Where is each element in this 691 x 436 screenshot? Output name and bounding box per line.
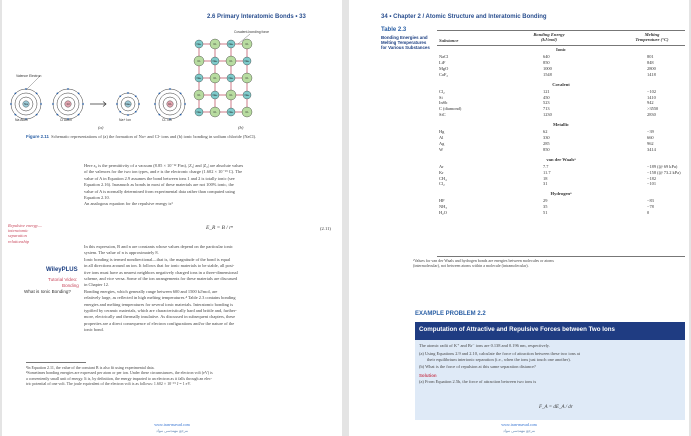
- left-footer-sub: مرجع مهندسی مواد: [155, 428, 189, 433]
- svg-text:Na+: Na+: [244, 60, 250, 63]
- cell-melting: 848: [647, 59, 654, 65]
- cl-ion-lattice: [210, 107, 220, 117]
- col-bonding-energy: Bonding Energy (kJ/mol): [533, 32, 565, 43]
- paragraph-ionic-bonding: In this expression, B and n are constants whose values depend on the particular ionic system. The value of n is approximately 8. Ionic bonding is termed nondirectional—that is, the magnitude of the bond is equal in all directions around an ion. It follows that for ionic materials to be stable, all posi- tive ions must have as nearest neighbors negatively charged ions in a three-dimensional scheme, and vice versa. Some of the ion arrangements for these materials are discussed in Chapter 12. Bonding energies, which generally range between 600 and 1500 kJ/mol, are relatively large, as reflected in high melting temperatures.⁴ Table 2.3 contains bonding energies and melting temperatures for several ionic materials. Interatomic bonding is typified by ceramic materials, which are characteristically hard and brittle and, further- more, electrically and thermally insulative. As discussed in subsequent chapters, these properties are a direct consequence of electron configurations and/or the nature of the ionic bond.: [84, 244, 238, 333]
- cell-melting: −83: [647, 198, 654, 204]
- valence-electron-label: Valence Electron: [16, 74, 42, 78]
- cell-melting: 1410: [647, 94, 656, 100]
- table-header-rule: [437, 45, 685, 46]
- na-ion-lattice: [243, 57, 251, 65]
- cell-substance: HF: [439, 198, 445, 204]
- example-label: EXAMPLE PROBLEM 2.2: [415, 311, 486, 317]
- margin-note-repulsive: Repulsive energy— interatomic separation relationship: [8, 223, 42, 244]
- table-number: Table 2.3: [381, 27, 407, 33]
- cell-energy: 523: [543, 100, 550, 106]
- cell-energy: 330: [543, 135, 550, 140]
- equation-number: (2.11): [320, 226, 331, 231]
- cell-energy: 450: [543, 94, 550, 100]
- cell-melting: −101: [647, 181, 657, 187]
- right-page: [349, 0, 689, 436]
- cell-substance: NH₃: [439, 204, 447, 210]
- cell-substance: MgO: [439, 65, 449, 71]
- cell-melting: 0: [647, 210, 650, 216]
- na-ion-lattice: [195, 40, 203, 48]
- table-group-3: van der Waalsᵃ: [546, 156, 576, 162]
- cl-atom-label: Cl Atom: [60, 118, 72, 122]
- cl-ion-lattice: [242, 107, 252, 117]
- figure-sub-a: (a): [98, 125, 104, 130]
- footnotes: ³In Equation 2.11, the value of the constant B is also fit using experimental data. ⁴Sometimes bonding energies are expressed per atom or per ion. Under these circumstances, the electron volt (eV) is a conveniently small unit of energy. It is, by definition, the energy imparted to an electron as it falls through an elec- tric potential of one volt. The joule equivalent of the electron volt is as follows: 1.602 × 10⁻¹⁹ J = 1 eV.: [26, 365, 213, 387]
- cell-energy: 1548: [543, 71, 552, 77]
- table-row: [437, 112, 685, 118]
- paragraph-permittivity: Here ε₀ is the permittivity of a vacuum (8.85 × 10⁻¹² F/m), |Z₁| and |Z₂| are absolute values of the valences for the two ion types, and e is the electronic charge (1.602 × 10⁻¹⁹ C). The value of A in Equation 2.9 assumes the bond between ions 1 and 2 is totally ionic (see Equation 2.16). Inasmuch as bonds in most of these materials are not 100% ionic, the value of A is normally determined from experimental data rather than computed using Equation 2.10. An analogous equation for the repulsive energy is³: [84, 163, 244, 207]
- svg-text:Na+: Na+: [196, 111, 202, 114]
- svg-text:Cl-: Cl-: [245, 43, 249, 46]
- cell-substance: CaF₂: [439, 71, 448, 77]
- na-ion-lattice: [227, 40, 235, 48]
- svg-text:Na+: Na+: [228, 111, 234, 114]
- table-group-0: Ionic: [556, 47, 566, 52]
- na-ion-lattice: [211, 57, 219, 65]
- svg-text:Na+: Na+: [228, 77, 234, 80]
- cell-energy: 7.7: [543, 163, 549, 169]
- cell-melting: 962: [647, 140, 654, 146]
- cl-ion-lattice: [210, 73, 220, 83]
- cl-ion-lattice: [194, 90, 204, 100]
- cl-ion-lattice: [242, 39, 252, 49]
- svg-text:Na: Na: [24, 102, 28, 107]
- svg-text:Na+: Na+: [212, 60, 218, 63]
- svg-text:Na+: Na+: [196, 43, 202, 46]
- cl-ion-label: Cl- Ion: [162, 118, 172, 122]
- cell-melting: 942: [647, 100, 654, 106]
- svg-text:Cl-: Cl-: [229, 60, 233, 63]
- na-ion-lattice: [227, 74, 235, 82]
- footnote-divider: [26, 362, 86, 363]
- svg-text:Cl-: Cl-: [168, 102, 172, 107]
- table-footnote: ᵃValues for van der Waals and hydrogen bonds are energies between molecules or atoms (intermolecular), not between atoms within a molecule (intramolecular).: [413, 258, 554, 269]
- cell-energy: 18: [543, 175, 548, 181]
- na-ion-lattice: [195, 108, 203, 116]
- table-row: [437, 72, 685, 78]
- cell-energy: 62: [543, 129, 548, 135]
- cell-substance: Ag: [439, 140, 445, 146]
- right-page-header: 34 • Chapter 2 / Atomic Structure and Interatomic Bonding: [381, 14, 547, 20]
- cell-energy: 11.7: [543, 169, 551, 175]
- cell-melting: 2800: [647, 65, 656, 71]
- svg-text:Cl-: Cl-: [229, 94, 233, 97]
- svg-text:Cl: Cl: [66, 102, 70, 107]
- cl-ion: [154, 88, 186, 120]
- cell-melting: −39: [647, 129, 654, 135]
- cell-energy: 713: [543, 106, 550, 112]
- arrow-icon: [90, 102, 106, 107]
- cell-melting: −189 (@ 69 kPa): [647, 163, 678, 169]
- left-page: [2, 0, 342, 436]
- left-footer-url[interactable]: www.iran-mavad.com: [154, 422, 190, 427]
- table-group-4: Hydrogenᵃ: [550, 191, 572, 197]
- svg-text:Cl-: Cl-: [213, 43, 217, 46]
- cell-melting: >3550: [647, 106, 659, 112]
- example-text: The atomic radii of K⁺ and Br⁻ ions are 0.138 and 0.196 nm, respectively. (a) Using Equations 2.9 and 2.10, calculate the force of attraction between these two ions at their equilibrium interionic separation (i.e., when the ions just touch one another). (b) What is the force of repulsion at this same separation distance? Solution (a) From Equation 2.5b, the force of attraction between two ions is: [419, 343, 580, 385]
- cl-ion-lattice: [226, 56, 236, 66]
- figure-caption: Figure 2.11 Schematic representations of (a) the formation of Na+ and Cl- ions and (b) ionic bonding in sodium chloride (NaCl).: [26, 134, 257, 139]
- cell-melting: 801: [647, 54, 654, 59]
- svg-text:Cl-: Cl-: [197, 60, 201, 63]
- cell-substance: Si: [439, 94, 443, 100]
- cell-energy: 285: [543, 140, 550, 146]
- cell-substance: Al: [439, 135, 444, 140]
- table-top-rule: [437, 30, 685, 31]
- table-row: [437, 181, 685, 187]
- cell-energy: 850: [543, 59, 550, 65]
- col-melting-temp: Melting Temperature (°C): [635, 32, 669, 43]
- cell-substance: Hg: [439, 129, 445, 135]
- right-footer-sub: مرجع مهندسی مواد: [502, 428, 536, 433]
- cell-substance: Ar: [439, 163, 444, 169]
- cell-melting: 660: [647, 135, 654, 140]
- cl-ion-lattice: [210, 39, 220, 49]
- cell-substance: C (diamond): [439, 106, 462, 112]
- svg-text:Na+: Na+: [244, 94, 250, 97]
- cell-substance: SiC: [439, 112, 446, 118]
- table-bottom-rule: [437, 256, 685, 257]
- table-group-2: Metallic: [552, 122, 570, 128]
- cell-energy: 1000: [543, 65, 552, 71]
- cell-energy: 121: [543, 88, 550, 94]
- na-atom: [10, 88, 42, 120]
- cell-substance: InSb: [439, 100, 448, 106]
- cell-energy: 29: [543, 198, 548, 204]
- na-ion-label: Na+ Ion: [119, 118, 131, 122]
- cell-melting: −102: [647, 88, 657, 94]
- cell-substance: Cl₂: [439, 88, 445, 94]
- ionic-bonding-figure: [2, 26, 342, 136]
- na-atom-label: Na Atom: [15, 118, 29, 122]
- cell-energy: 31: [543, 181, 548, 187]
- table-caption: Bonding Energies and Melting Temperatures for Various Substances: [381, 35, 430, 51]
- cl-ion-lattice: [242, 73, 252, 83]
- tutorial-video-label[interactable]: Tutorial Video:: [48, 277, 78, 282]
- tutorial-video-topic[interactable]: Bonding: [62, 283, 79, 288]
- cell-substance: W: [439, 146, 444, 152]
- na-ion: [116, 92, 140, 116]
- na-ion-lattice: [227, 108, 235, 116]
- cell-melting: 2830: [647, 112, 656, 118]
- cell-substance: Cl₂: [439, 181, 445, 187]
- figure-sub-b: (b): [238, 125, 244, 130]
- table-row: [437, 147, 685, 153]
- cell-energy: 850: [543, 146, 550, 152]
- cell-melting: −158 (@ 73.2 kPa): [647, 169, 681, 175]
- cell-substance: CH₄: [439, 175, 447, 181]
- svg-text:Cl-: Cl-: [213, 111, 217, 114]
- cell-substance: Kr: [439, 169, 444, 175]
- cell-energy: 640: [543, 54, 550, 59]
- example-title: Computation of Attractive and Repulsive Forces between Two Ions: [419, 326, 615, 333]
- cell-substance: H₂O: [439, 210, 447, 216]
- cl-ion-lattice: [194, 56, 204, 66]
- svg-text:Na+: Na+: [125, 102, 131, 107]
- figure-part-a: [10, 76, 186, 120]
- col-substance: Substance: [439, 38, 459, 43]
- cell-substance: LiF: [439, 59, 446, 65]
- svg-text:Cl-: Cl-: [245, 77, 249, 80]
- cell-energy: 1230: [543, 112, 552, 118]
- svg-text:Cl-: Cl-: [197, 94, 201, 97]
- repulsive-energy-equation: E_R = B / rⁿ: [206, 225, 233, 231]
- wileyplus-logo[interactable]: WileyPLUS: [46, 267, 78, 273]
- cell-melting: −78: [647, 204, 654, 210]
- cl-ion-lattice: [226, 90, 236, 100]
- cell-energy: 51: [543, 210, 548, 216]
- na-ion-lattice: [211, 91, 219, 99]
- left-page-header: 2.6 Primary Interatomic Bonds • 33: [207, 14, 306, 20]
- table-row: [437, 210, 685, 216]
- svg-text:Na+: Na+: [196, 77, 202, 80]
- cell-substance: NaCl: [439, 54, 449, 59]
- force-equation: F_A = dE_A / dr: [539, 405, 573, 410]
- na-ion-lattice: [243, 91, 251, 99]
- svg-text:Na+: Na+: [228, 43, 234, 46]
- cell-melting: 1418: [647, 71, 656, 77]
- na-ion-lattice: [195, 74, 203, 82]
- svg-text:Cl-: Cl-: [245, 111, 249, 114]
- cl-atom: [52, 88, 84, 120]
- tutorial-video-title[interactable]: What is Ionic Bonding?: [24, 289, 71, 294]
- figure-part-b: [194, 34, 252, 117]
- cell-energy: 35: [543, 204, 548, 210]
- cell-melting: −182: [647, 175, 657, 181]
- cell-melting: 3414: [647, 146, 656, 152]
- svg-text:Cl-: Cl-: [213, 77, 217, 80]
- table-group-1: Covalent: [552, 81, 570, 87]
- covalent-force-label: Covalent-bonding force: [234, 30, 270, 34]
- svg-text:Na+: Na+: [212, 94, 218, 97]
- right-footer-url[interactable]: www.iran-mavad.com: [501, 422, 537, 427]
